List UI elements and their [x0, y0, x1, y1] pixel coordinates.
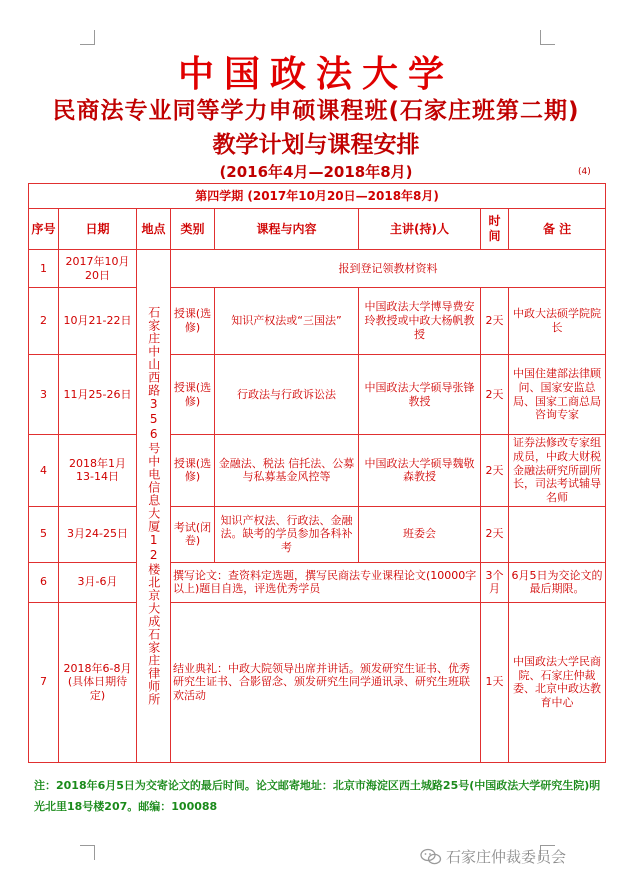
- column-header: 序号: [29, 209, 59, 250]
- page-subtitle-2: 教学计划与课程安排: [212, 132, 420, 158]
- row-remark: 6月5日为交论文的最后期限。: [509, 562, 606, 602]
- row-remark: [509, 506, 606, 562]
- row-content: 知识产权法或“三国法”: [215, 288, 359, 355]
- row-date: 10月21-22日: [59, 288, 137, 355]
- row-remark: 证券法修改专家组成员，中政大财税金融法研究所副所长，司法考试辅导名师: [509, 435, 606, 507]
- row-time: 3个月: [481, 562, 509, 602]
- crop-mark-bottom-left: [80, 845, 95, 860]
- table-row: [29, 288, 606, 355]
- column-header: 日期: [59, 209, 137, 250]
- row-content: 报到登记领教材资料: [171, 250, 606, 288]
- table-row: [29, 250, 606, 288]
- table-row: [29, 355, 606, 435]
- row-number: 6: [29, 562, 59, 602]
- column-header: 地点: [137, 209, 171, 250]
- watermark-text: 石家庄仲裁委员会: [446, 848, 567, 866]
- row-content: 知识产权法、行政法、金融法。缺考的学员参加各科补考: [215, 506, 359, 562]
- row-date: 2018年6-8月(具体日期待定): [59, 602, 137, 762]
- column-header: 时间: [481, 209, 509, 250]
- row-number: 2: [29, 288, 59, 355]
- row-number: 3: [29, 355, 59, 435]
- row-content: 结业典礼：中政大院领导出席并讲话。颁发研究生证书、优秀研究生证书、合影留念、颁发研究生同学通讯录、研究生班联欢活动: [171, 602, 481, 762]
- table-row: [29, 435, 606, 507]
- row-number: 7: [29, 602, 59, 762]
- row-remark: 中国政法大学民商院、石家庄仲裁委、北京中政达教育中心: [509, 602, 606, 762]
- page-subtitle: 民商法专业同等学力申硕课程班(石家庄班第二期): [52, 98, 580, 124]
- page-number: (4): [578, 167, 591, 177]
- watermark: [420, 846, 566, 867]
- table-row: [29, 562, 606, 602]
- table-row: [29, 506, 606, 562]
- row-number: 5: [29, 506, 59, 562]
- column-header: 类别: [171, 209, 215, 250]
- row-type: 授课(选修): [171, 435, 215, 507]
- row-type: 考试(闭卷): [171, 506, 215, 562]
- crop-mark-top-left: [80, 30, 95, 45]
- row-content: 金融法、税法 信托法、公募与私募基金风控等: [215, 435, 359, 507]
- row-time: 2天: [481, 355, 509, 435]
- column-header: 课程与内容: [215, 209, 359, 250]
- row-number: 4: [29, 435, 59, 507]
- row-number: 1: [29, 250, 59, 288]
- row-time: 2天: [481, 288, 509, 355]
- row-remark: 中国住建部法律顾问、国家安监总局、国家工商总局咨询专家: [509, 355, 606, 435]
- column-header: 备 注: [509, 209, 606, 250]
- row-date: 2017年10月20日: [59, 250, 137, 288]
- row-lecturer: 中国政法大学博导费安玲教授或中政大杨帆教授: [359, 288, 481, 355]
- page-title: 中国政法大学: [177, 53, 454, 95]
- row-type: 授课(选修): [171, 355, 215, 435]
- row-content: 行政法与行政诉讼法: [215, 355, 359, 435]
- location-text: 石家庄中山西路356号中电信息大厦12楼北京大成石家庄律师所: [146, 305, 161, 706]
- schedule-table: [28, 183, 606, 763]
- footer-note: 注：2018年6月5日为交寄论文的最后时间。论文邮寄地址：北京市海淀区西土城路25号(中国政法大学研究生院)明光北里18号楼207。邮编：100088: [34, 779, 601, 813]
- crop-mark-top-right: [540, 30, 555, 45]
- row-date: 3月24-25日: [59, 506, 137, 562]
- column-header: 主讲(持)人: [359, 209, 481, 250]
- row-type: 授课(选修): [171, 288, 215, 355]
- row-date: 3月-6月: [59, 562, 137, 602]
- row-content: 撰写论文：查资料定选题，撰写民商法专业课程论文(10000字以上)题目自选，评选优秀学员: [171, 562, 481, 602]
- date-range: (2016年4月—2018年8月): [219, 163, 413, 181]
- table-row: [29, 602, 606, 762]
- row-lecturer: 中国政法大学硕导魏敬森教授: [359, 435, 481, 507]
- row-date: 11月25-26日: [59, 355, 137, 435]
- wechat-icon: [420, 848, 442, 866]
- row-time: 2天: [481, 435, 509, 507]
- row-time: 1天: [481, 602, 509, 762]
- location-cell: [137, 250, 171, 763]
- row-time: 2天: [481, 506, 509, 562]
- row-lecturer: 中国政法大学硕导张锋教授: [359, 355, 481, 435]
- row-date: 2018年1月13-14日: [59, 435, 137, 507]
- row-remark: 中政大法硕学院院长: [509, 288, 606, 355]
- row-lecturer: 班委会: [359, 506, 481, 562]
- semester-header: 第四学期 (2017年10月20日—2018年8月): [29, 184, 606, 209]
- table-header-row: [29, 209, 606, 250]
